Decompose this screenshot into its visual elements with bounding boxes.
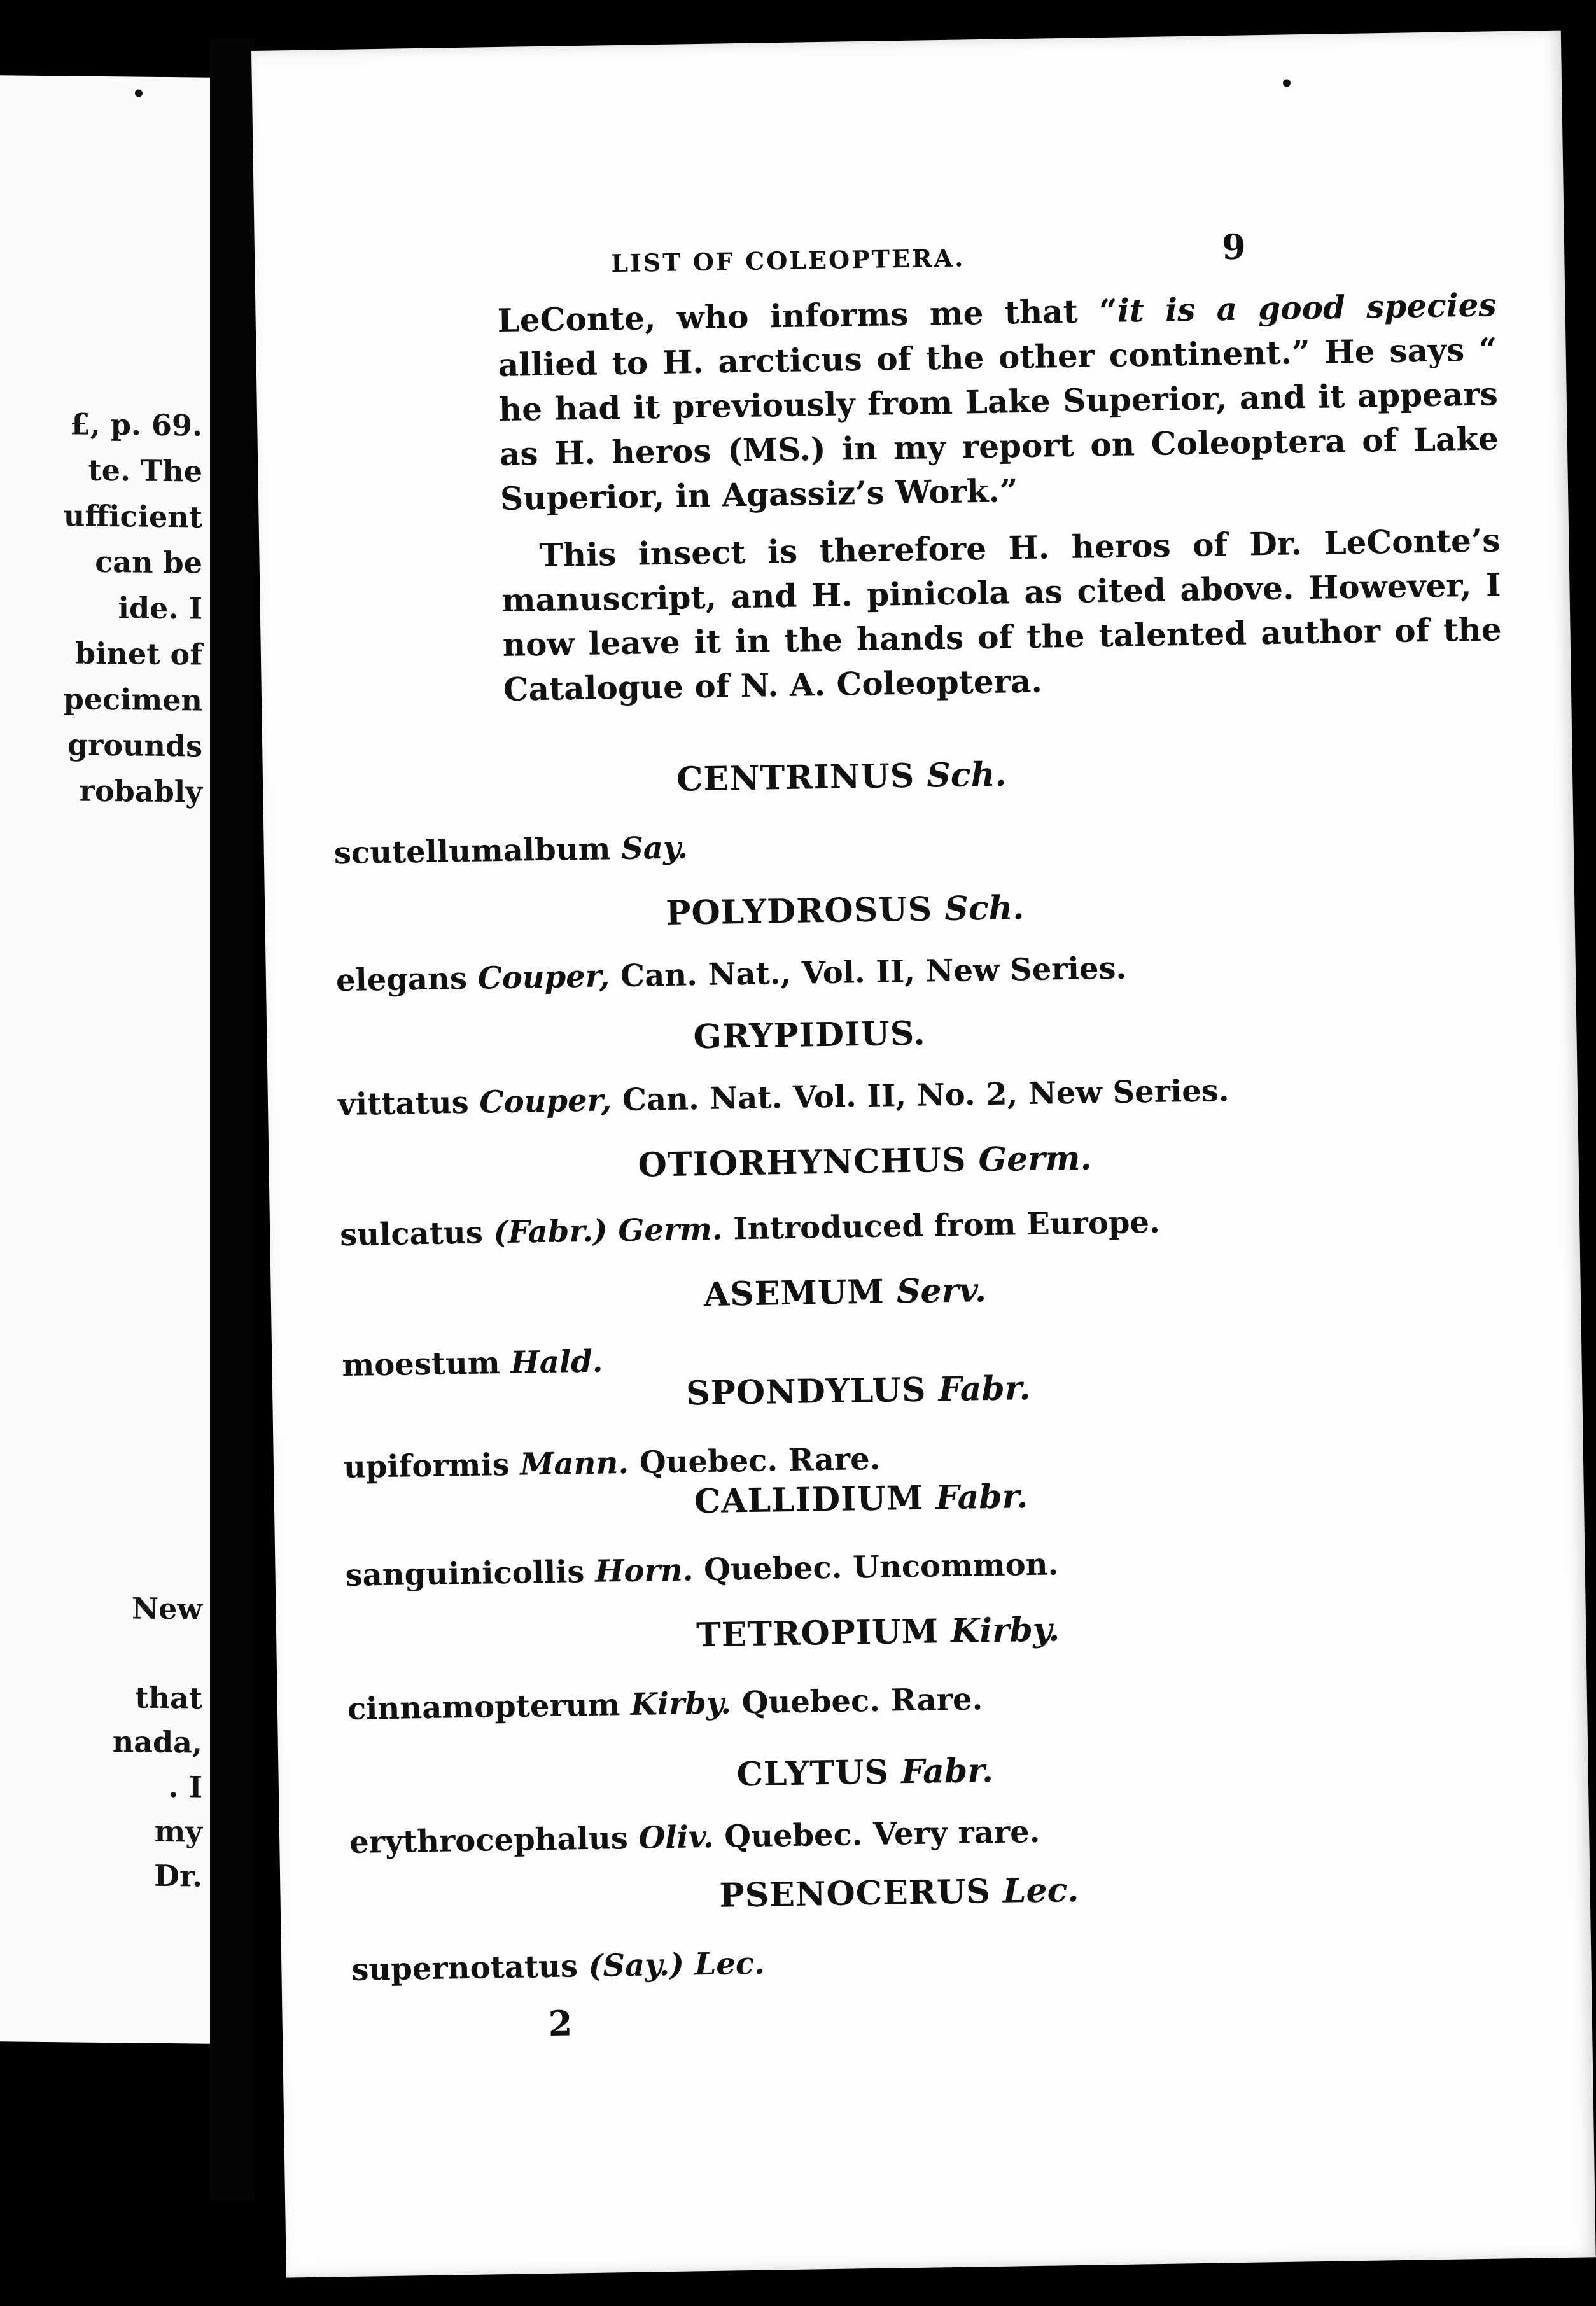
species-author: Hald. — [510, 1343, 603, 1381]
species-line — [340, 1205, 1160, 1253]
paragraph-text: allied to H. arcticus of the other continent.” He says “ he had it previously from Lake Superior, and it appears as H. heros (MS.) in my report on Coleoptera of Lake Superior, in Agassiz’s Work.” — [498, 330, 1499, 517]
species-name: sulcatus — [339, 1215, 484, 1254]
species-note: Quebec. Uncommon. — [703, 1546, 1059, 1588]
species-note: Quebec. Rare. — [741, 1681, 983, 1721]
genus-author: Lec. — [1002, 1870, 1079, 1911]
genus-name: CENTRINUS — [676, 756, 915, 799]
signature-mark: 2 — [548, 2002, 573, 2044]
left-page-fragment: can be — [95, 544, 202, 580]
species-author: Couper, — [479, 1082, 612, 1121]
species-line — [344, 1441, 881, 1485]
species-line — [336, 951, 1127, 999]
species-author: Say. — [620, 830, 689, 867]
species-line — [347, 1681, 983, 1727]
genus-name: GRYPIDIUS. — [692, 1014, 927, 1057]
genus-heading — [736, 1751, 993, 1794]
left-page-fragment: pecimen — [63, 681, 202, 718]
book-gutter — [210, 38, 255, 2202]
genus-heading — [686, 1369, 1031, 1413]
genus-heading — [694, 1477, 1028, 1521]
species-line — [342, 1344, 603, 1383]
genus-author: Fabr. — [938, 1369, 1031, 1409]
genus-name: ASEMUM — [703, 1272, 885, 1315]
genus-heading — [638, 1138, 1092, 1184]
genus-heading — [703, 1271, 986, 1314]
genus-name: TETROPIUM — [696, 1612, 939, 1655]
genus-author: Fabr. — [900, 1751, 994, 1792]
left-page-fragment: binet of — [74, 636, 202, 672]
species-name: sanguinicollis — [345, 1554, 585, 1593]
species-name: elegans — [335, 960, 468, 999]
genus-heading — [693, 1014, 926, 1057]
genus-author: Kirby. — [950, 1610, 1060, 1651]
species-author: Horn. — [594, 1552, 694, 1590]
left-page-fragment: ufficient — [63, 498, 202, 535]
genus-heading — [666, 888, 1025, 933]
genus-author: Serv. — [896, 1271, 987, 1311]
genus-name: CALLIDIUM — [694, 1478, 924, 1521]
genus-author: Fabr. — [935, 1477, 1028, 1518]
left-page-fragment: grounds — [67, 727, 202, 764]
genus-name: PSENOCERUS — [719, 1872, 991, 1915]
left-page-fragment: my — [154, 1813, 202, 1849]
species-note: Can. Nat. Vol. II, No. 2, New Series. — [622, 1073, 1229, 1119]
species-author: Couper, — [477, 958, 610, 996]
left-page-fragment: New — [132, 1591, 202, 1626]
species-note: Introduced from Europe. — [732, 1204, 1161, 1247]
species-note: Can. Nat., Vol. II, New Series. — [620, 950, 1127, 995]
genus-author: Sch. — [926, 755, 1007, 795]
running-head: LIST OF COLEOPTERA. — [610, 243, 965, 278]
species-line — [345, 1546, 1058, 1593]
page-number: 9 — [1221, 226, 1247, 268]
quoted-italic: it is a good species — [1117, 286, 1497, 330]
species-name: moestum — [342, 1345, 501, 1384]
left-page-fragment: te. The — [88, 452, 202, 489]
page-speck — [1283, 79, 1291, 87]
page-speck — [135, 89, 143, 97]
species-author: Kirby. — [630, 1685, 732, 1723]
genus-author: Germ. — [978, 1138, 1093, 1180]
genus-name: SPONDYLUS — [685, 1370, 927, 1413]
genus-heading — [676, 755, 1007, 799]
genus-heading — [719, 1871, 1079, 1915]
species-author: Mann. — [519, 1444, 629, 1483]
paragraph-text: LeConte, who informs me that “ — [497, 291, 1118, 339]
species-name: scutellumalbum — [333, 831, 611, 872]
species-line — [338, 1073, 1229, 1122]
species-name: upiformis — [343, 1446, 510, 1485]
genus-name: CLYTUS — [736, 1752, 890, 1794]
paragraph: This insect is therefore H. heros of Dr. LeConte’s manuscript, and H. pinicola as cited above. However, I now leave it in the hands of the talented author of the Catalogue of N. A. Coleoptera. — [501, 521, 1502, 708]
left-page-fragment: robably — [79, 773, 202, 809]
genus-heading — [696, 1610, 1060, 1654]
page-9 — [251, 31, 1596, 2278]
paragraph-continued — [497, 283, 1499, 521]
species-author: (Fabr.) Germ. — [493, 1211, 724, 1251]
species-line — [333, 830, 688, 871]
species-name: cinnamopterum — [347, 1687, 620, 1727]
genus-name: POLYDROSUS — [665, 890, 933, 933]
left-page-fragment: £, p. 69. — [69, 407, 202, 443]
left-page-fragment: ide. I — [118, 590, 202, 626]
left-page-fragment: Dr. — [154, 1858, 202, 1894]
left-page-fragment: nada, — [112, 1724, 202, 1760]
species-author: (Say.) Lec. — [588, 1945, 766, 1985]
species-name: vittatus — [337, 1084, 470, 1123]
genus-author: Sch. — [944, 888, 1025, 929]
species-line — [351, 1946, 765, 1988]
species-name: supernotatus — [351, 1948, 578, 1988]
left-page-fragment: that — [135, 1680, 202, 1716]
species-note: Quebec. Rare. — [639, 1441, 881, 1481]
genus-name: OTIORHYNCHUS — [638, 1140, 967, 1185]
left-page-fragment: . I — [168, 1770, 202, 1805]
species-note: Quebec. Very rare. — [724, 1813, 1040, 1855]
species-author: Oliv. — [638, 1819, 714, 1856]
left-page — [0, 75, 210, 2043]
species-line — [349, 1814, 1040, 1861]
species-name: erythrocephalus — [349, 1820, 629, 1861]
